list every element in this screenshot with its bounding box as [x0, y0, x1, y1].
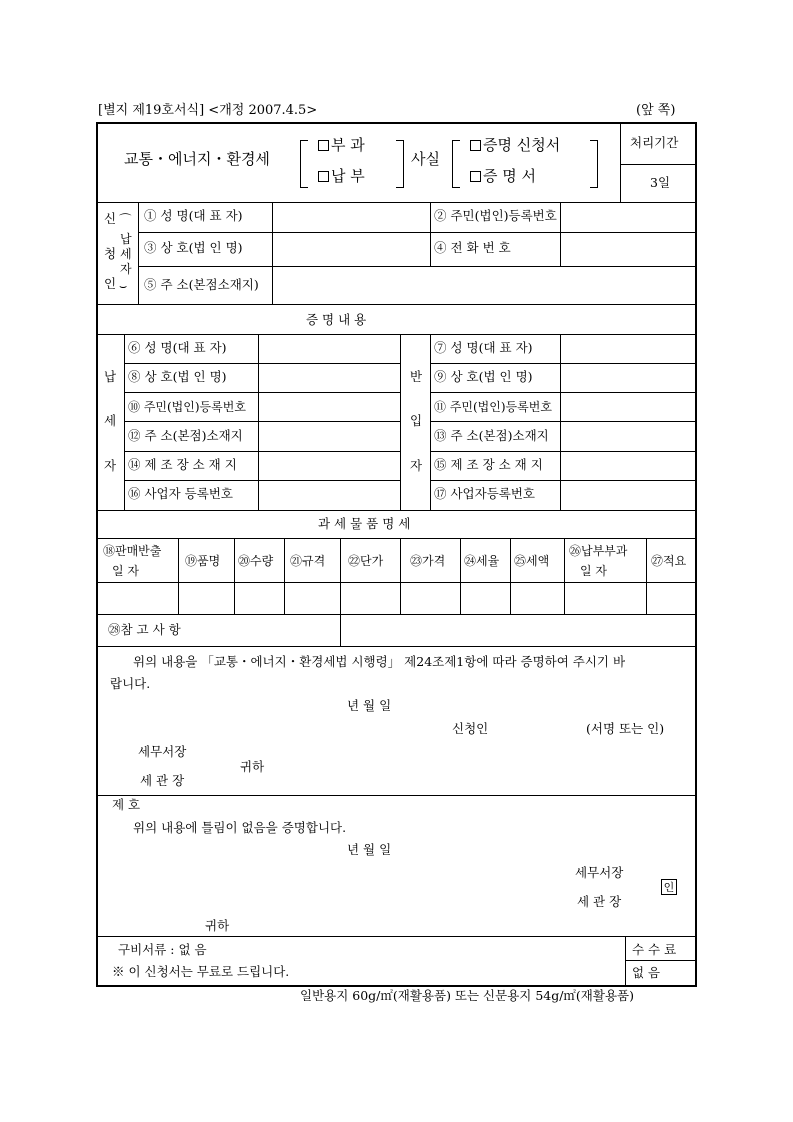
- importer-label-3: 자: [410, 458, 423, 473]
- cert-text: 위의 내용에 틀림이 없음을 증명합니다.: [133, 820, 347, 835]
- taxpayer-label-2: 세: [104, 413, 117, 428]
- col-unit-price: ㉒단가: [348, 554, 384, 568]
- form-title: 교통・에너지・환경세: [124, 150, 270, 168]
- col-sale-date-2: 일 자: [112, 564, 139, 578]
- applicant-sub-label: 납세자: [120, 232, 132, 276]
- cert-to: 귀하: [205, 918, 230, 933]
- applicant-label-3: 인: [104, 276, 117, 291]
- taxpayer-label-1: 납: [104, 369, 117, 384]
- request-text-2: 랍니다.: [110, 676, 151, 691]
- importer-biz-no-label: ⑰ 사업자등록번호: [434, 486, 535, 501]
- taxpayer-label-3: 자: [104, 458, 117, 473]
- processing-period-label: 처리기간: [630, 135, 679, 150]
- importer-name-label: ⑦ 성 명(대 표 자): [434, 340, 533, 355]
- col-pay-date: ㉖납부부과: [569, 544, 628, 558]
- applicant-phone-label: ④ 전 화 번 호: [434, 240, 511, 255]
- request-date: 년 월 일: [347, 698, 392, 713]
- col-price: ㉓가격: [410, 554, 446, 568]
- taxpayer-biz-no-label: ⑯ 사업자 등록번호: [128, 486, 233, 501]
- remarks-label: ㉘참 고 사 항: [108, 622, 181, 637]
- title-fact: 사실: [411, 150, 440, 168]
- applicant-label-1: 신: [104, 211, 117, 226]
- request-customs-office: 세 관 장: [140, 773, 185, 788]
- taxpayer-address-label: ⑫ 주 소(본점)소재지: [128, 428, 243, 443]
- col-quantity: ⑳수량: [238, 554, 274, 568]
- applicant-name-label: ① 성 명(대 표 자): [144, 208, 243, 223]
- col-tax-rate: ㉔세율: [464, 554, 500, 568]
- bracket-left-1: [300, 140, 308, 188]
- request-signature: (서명 또는 인): [586, 721, 665, 736]
- cert-date: 년 월 일: [347, 842, 392, 857]
- request-checkbox[interactable]: [470, 140, 481, 151]
- page-side: (앞 쪽): [636, 103, 676, 118]
- processing-period-value: 3일: [650, 175, 671, 190]
- col-spec: ㉑규격: [290, 554, 326, 568]
- fee-label: 수 수 료: [632, 942, 677, 957]
- request-text-1: 위의 내용을 「교통・에너지・환경세법 시행령」 제24조제1항에 따라 증명하여 주시기 바: [133, 654, 626, 669]
- importer-factory-label: ⑮ 제 조 장 소 재 지: [434, 457, 543, 472]
- importer-address-label: ⑬ 주 소(본점)소재지: [434, 428, 549, 443]
- importer-label-1: 반: [410, 369, 423, 384]
- importer-label-2: 입: [410, 413, 423, 428]
- cert-number: 제 호: [112, 797, 141, 812]
- bracket-right-1: [396, 140, 404, 188]
- request-tax-office: 세무서장: [138, 744, 187, 759]
- certificate-checkbox[interactable]: [470, 171, 481, 182]
- col-item-name: ⑲품명: [185, 554, 221, 568]
- seal-stamp: 인: [661, 879, 677, 895]
- col-sale-date: ⑱판매반출: [103, 544, 162, 558]
- cert-customs-office: 세 관 장: [577, 894, 622, 909]
- importer-reg-no-label: ⑪ 주민(법인)등록번호: [434, 400, 552, 414]
- applicant-address-label: ⑤ 주 소(본점소재지): [144, 277, 259, 292]
- taxpayer-factory-label: ⑭ 제 조 장 소 재 지: [128, 457, 237, 472]
- applicant-reg-no-label: ② 주민(법인)등록번호: [434, 208, 557, 223]
- col-pay-date-2: 일 자: [580, 564, 607, 578]
- form-number: [별지 제19호서식] <개정 2007.4.5>: [98, 103, 318, 118]
- taxpayer-company-label: ⑧ 상 호(법 인 명): [128, 369, 227, 384]
- option-certificate[interactable]: 증 명 서: [470, 169, 536, 184]
- paper-spec: 일반용지 60g/㎡(재활용품) 또는 신문용지 54g/㎡(재활용품): [300, 988, 634, 1003]
- section-items-title: 과 세 물 품 명 세: [318, 516, 411, 531]
- option-request[interactable]: 증명 신청서: [470, 138, 560, 153]
- col-tax-amount: ㉕세액: [514, 554, 550, 568]
- request-applicant: 신청인: [452, 721, 489, 736]
- col-remarks: ㉗적요: [651, 554, 687, 568]
- option-payment[interactable]: 납 부: [318, 169, 365, 184]
- taxpayer-name-label: ⑥ 성 명(대 표 자): [128, 340, 227, 355]
- free-notice: ※ 이 신청서는 무료로 드립니다.: [112, 964, 290, 979]
- taxpayer-reg-no-label: ⑩ 주민(법인)등록번호: [128, 400, 246, 414]
- importer-company-label: ⑨ 상 호(법 인 명): [434, 369, 533, 384]
- levy-checkbox[interactable]: [318, 140, 329, 151]
- bracket-left-2: [452, 140, 460, 188]
- bracket-right-2: [590, 140, 598, 188]
- fee-value: 없 음: [632, 965, 661, 980]
- request-to: 귀하: [240, 759, 265, 774]
- applicant-label-2: 청: [104, 246, 117, 261]
- payment-checkbox[interactable]: [318, 171, 329, 182]
- option-levy[interactable]: 부 과: [318, 138, 365, 153]
- section-cert-title: 증 명 내 용: [306, 312, 367, 327]
- required-documents: 구비서류 : 없 음: [118, 942, 207, 957]
- cert-tax-office: 세무서장: [575, 865, 624, 880]
- applicant-company-label: ③ 상 호(법 인 명): [144, 240, 243, 255]
